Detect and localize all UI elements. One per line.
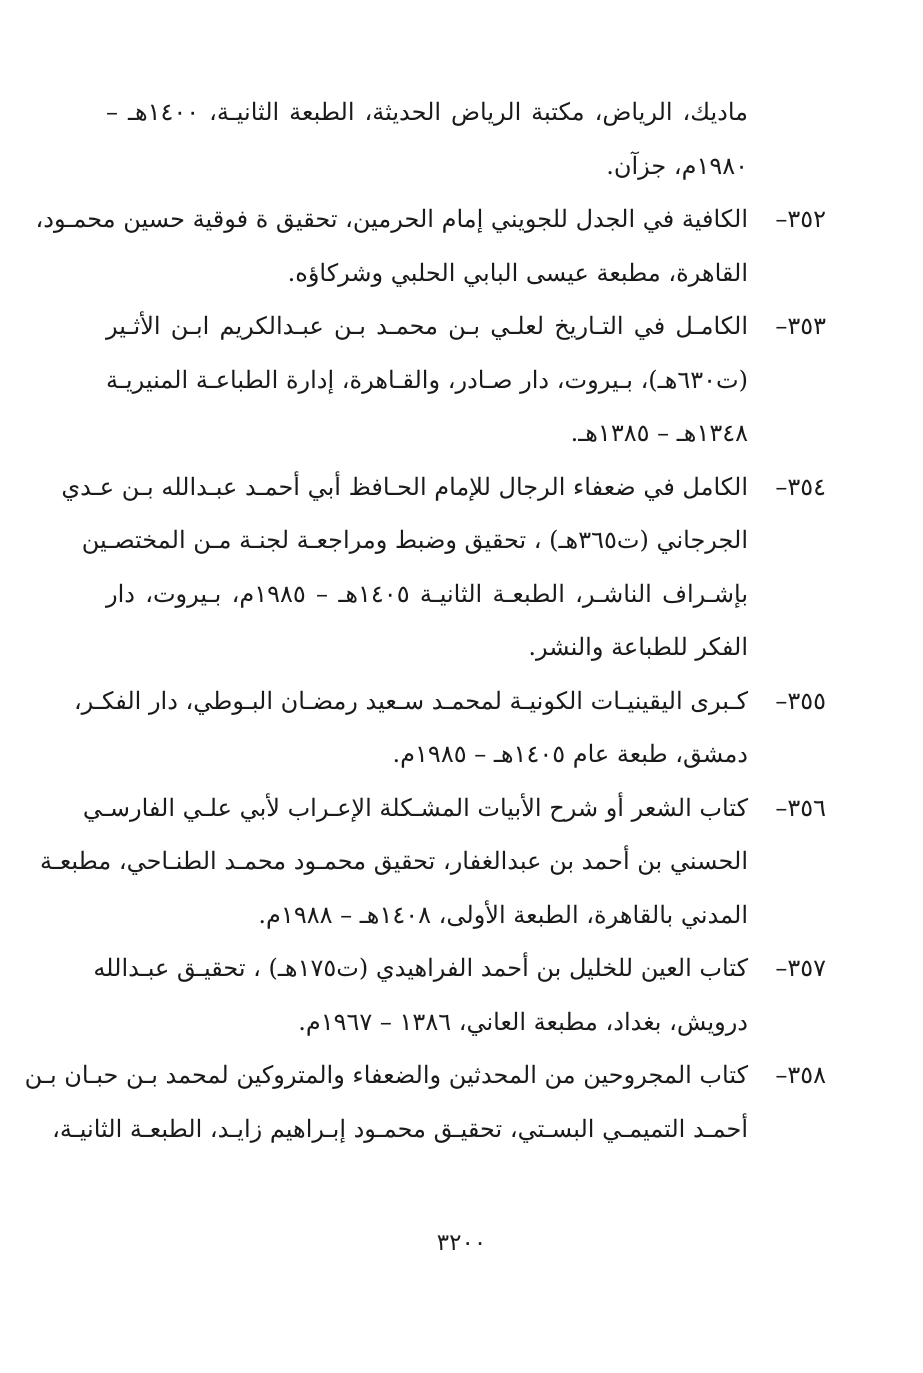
entry-line: القاهرة، مطبعة عيسى البابي الحلبي وشركاؤه. — [287, 258, 748, 287]
page-number: ٣٢٠٠ — [436, 1230, 487, 1256]
entry-number: ٣٥٣– — [775, 312, 826, 340]
entry-number: ٣٥٧– — [775, 954, 826, 982]
bibliography-entry-356 — [39, 782, 826, 943]
bibliography-entry-358 — [24, 1049, 826, 1156]
entry-line: ماديك، الرياض، مكتبة الرياض الحديثة، الطبعة الثانيـة، ١٤٠٠هـ – — [106, 98, 748, 126]
entry-line: ١٣٤٨هـ – ١٣٨٥هـ. — [570, 419, 748, 447]
entry-line: بإشـراف الناشـر، الطبعـة الثانيـة ١٤٠٥هـ – ١٩٨٥م، بـيروت، دار — [106, 579, 748, 608]
entry-line: الفكر للطباعة والنشر. — [528, 633, 748, 661]
entry-line: دمشق، طبعة عام ١٤٠٥هـ – ١٩٨٥م. — [392, 740, 748, 768]
entry-number: ٣٥٨– — [775, 1061, 826, 1089]
entry-line: درويش، بغداد، مطبعة العاني، ١٣٨٦ – ١٩٦٧م. — [298, 1007, 748, 1036]
entry-number: ٣٥٢– — [775, 205, 826, 233]
entry-line: ١٩٨٠م، جزآن. — [606, 151, 748, 180]
entry-line: كتاب الشعر أو شرح الأبيات المشـكلة الإعـراب لأبي علـي الفارسـي — [82, 793, 748, 822]
entry-line: أحمـد التميمـي البسـتي، تحقيـق محمـود إبـراهيم زايـد، الطبعـة الثانيـة، — [52, 1114, 748, 1143]
bibliography-entry-355 — [73, 675, 826, 782]
bibliography-entry-352 — [35, 193, 826, 300]
entry-line: الكامل في ضعفاء الرجال للإمام الحـافظ أبي أحمـد عبـدالله بـن عـدي — [61, 472, 748, 501]
bibliography-entry-354 — [61, 461, 826, 675]
entry-line: كتاب العين للخليل بن أحمد الفراهيدي (ت١٧٥هـ) ، تحقيـق عبـدالله — [93, 954, 748, 982]
entry-number: ٣٥٦– — [775, 793, 826, 822]
entry-line: كـبرى اليقينيـات الكونيـة لمحمـد سـعيد رمضـان البـوطي، دار الفكـر، — [73, 686, 748, 715]
entry-line: الكافية في الجدل للجويني إمام الحرمين، تحقيق ة فوقية حسين محمـود، — [35, 205, 748, 233]
entry-line: المدني بالقاهرة، الطبعة الأولى، ١٤٠٨هـ – ١٩٨٨م. — [258, 900, 748, 929]
entry-line: (ت٦٣٠هـ)، بـيروت، دار صـادر، والقـاهرة، إدارة الطباعـة المنيريـة — [106, 365, 748, 394]
bibliography-entry-357 — [93, 942, 826, 1049]
entry-line: الجرجاني (ت٣٦٥هـ) ، تحقيق وضبط ومراجعـة لجنـة مـن المختصـين — [81, 526, 748, 554]
entry-line: كتاب المجروحين من المحدثين والضعفاء والمتروكين لمحمد بـن حبـان بـن — [24, 1061, 748, 1089]
entry-line: الكامـل في التـاريخ لعلـي بـن محمـد بـن عبـدالكريم ابـن الأثـير — [106, 312, 748, 340]
entry-line: الحسني بن أحمد بن عبدالغفار، تحقيق محمـود محمـد الطنـاحي، مطبعـة — [39, 847, 748, 875]
bibliography-list — [24, 86, 826, 1156]
entry-number: ٣٥٥– — [775, 686, 826, 715]
entry-number: ٣٥٤– — [775, 472, 826, 501]
bibliography-entry-353 — [106, 300, 826, 461]
continued-entry — [106, 86, 826, 193]
